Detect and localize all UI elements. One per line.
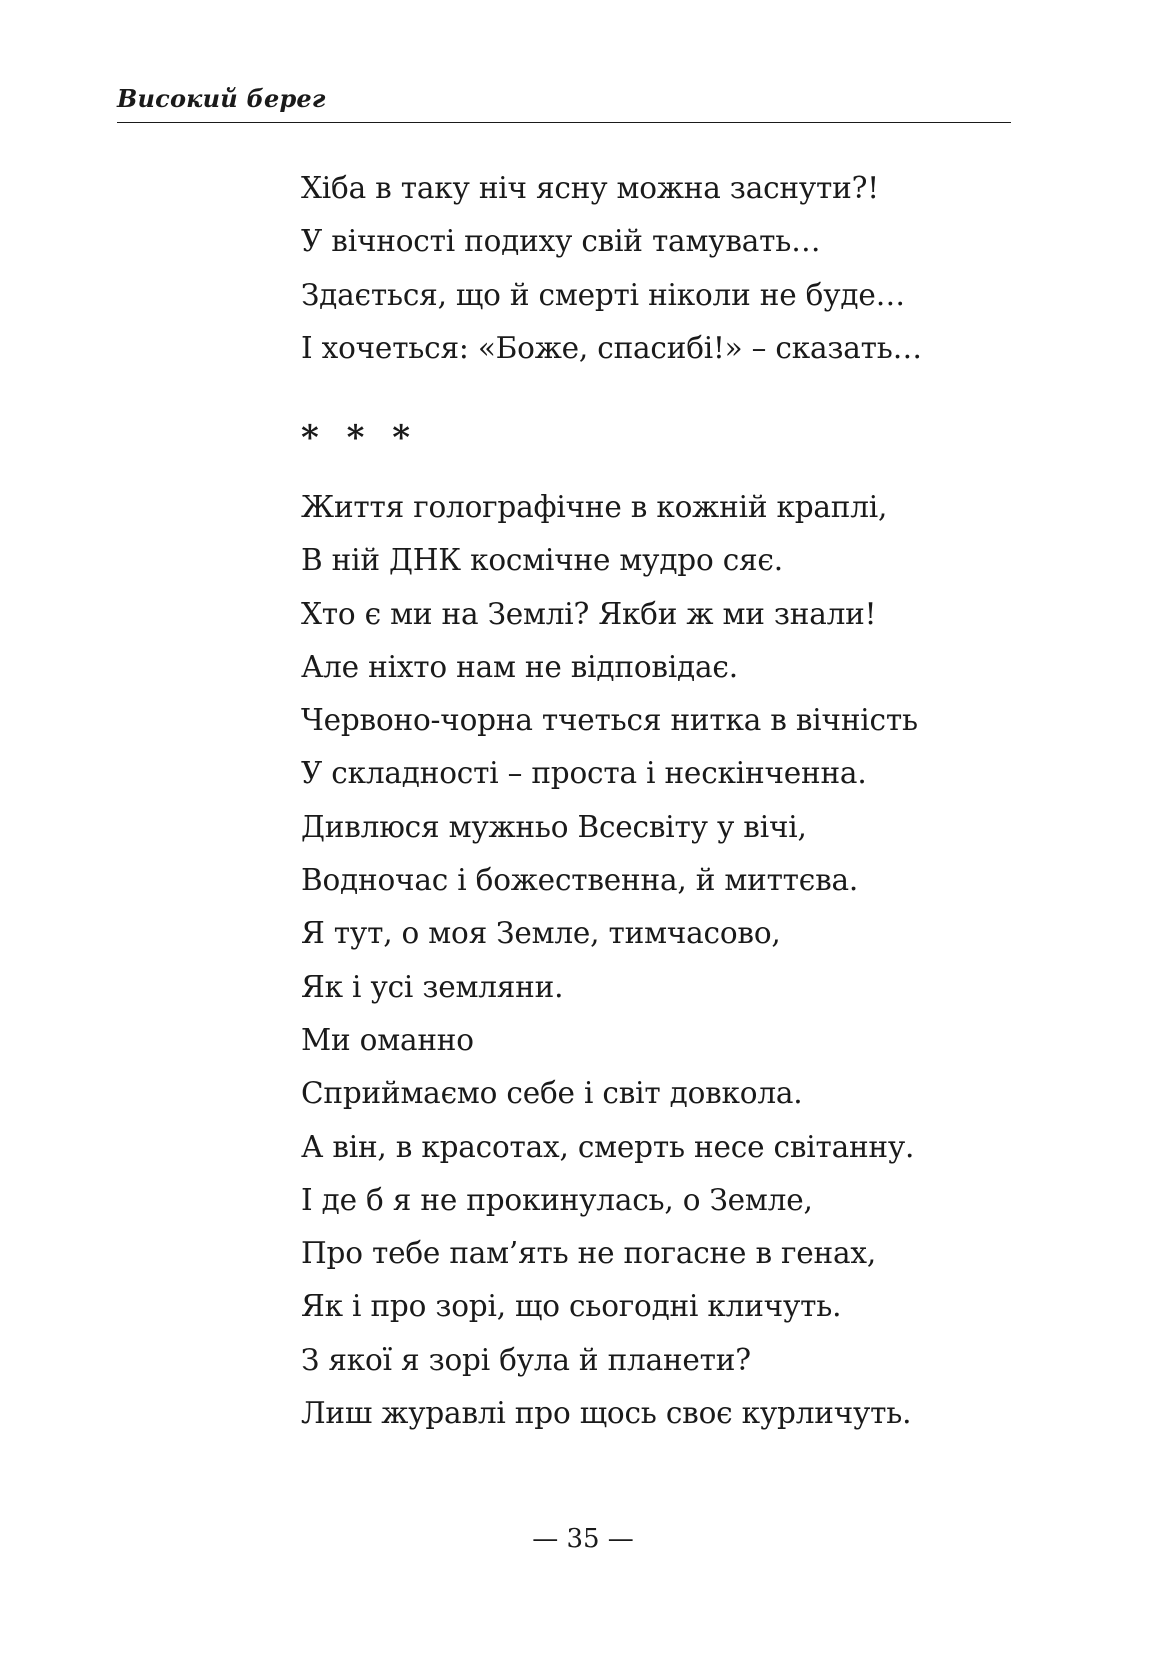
poem-line: Водночас і божественна, й миттєва. <box>301 863 859 898</box>
poem-line: Як і про зорі, що сьогодні кличуть. <box>301 1289 842 1324</box>
poem-line: Дивлюся мужньо Всесвіту у вічі, <box>301 809 807 844</box>
poem-line: У вічності подиху свій тамувать… <box>301 224 821 259</box>
poem-line: Сприймаємо себе і світ довкола. <box>301 1076 803 1111</box>
running-head <box>117 84 1011 123</box>
poem-line: В ній ДНК космічне мудро сяє. <box>301 543 783 578</box>
poem-line: І де б я не прокинулась, о Земле, <box>301 1182 813 1217</box>
stanza-2 <box>301 481 918 1440</box>
poem-line: Я тут, о моя Земле, тимчасово, <box>301 916 781 951</box>
poem-line: А він, в красотах, смерть несе світанну. <box>301 1129 915 1164</box>
poem-line: Здається, що й смерті ніколи не буде… <box>301 277 905 312</box>
poem-line: Лиш журавлі про щось своє курличуть. <box>301 1396 912 1431</box>
poem-line: Про тебе пам’ять не погасне в генах, <box>301 1236 877 1271</box>
poem-line: Як і усі земляни. <box>301 969 564 1004</box>
poem-line: З якої я зорі була й планети? <box>301 1342 751 1377</box>
page-number: — 35 — <box>532 1524 634 1554</box>
poem-line: І хочеться: «Боже, спасибі!» – сказать… <box>301 330 922 365</box>
running-title: Високий берег <box>117 84 326 113</box>
poem-line: Хіба в таку ніч ясну можна заснути?! <box>301 171 879 205</box>
poem-line: Ми оманно <box>301 1022 474 1057</box>
poem-line: У складності – проста і нескінченна. <box>301 756 867 791</box>
poem-line: Життя голографічне в кожній краплі, <box>301 490 888 524</box>
poem-line: Але ніхто нам не відповідає. <box>301 649 738 684</box>
stanza-1 <box>301 162 922 375</box>
stanza-separator: * * * <box>301 418 419 458</box>
poem-line: Червоно-чорна тчеться нитка в вічність <box>301 703 918 738</box>
poem-line: Хто є ми на Землі? Якби ж ми знали! <box>301 596 877 631</box>
